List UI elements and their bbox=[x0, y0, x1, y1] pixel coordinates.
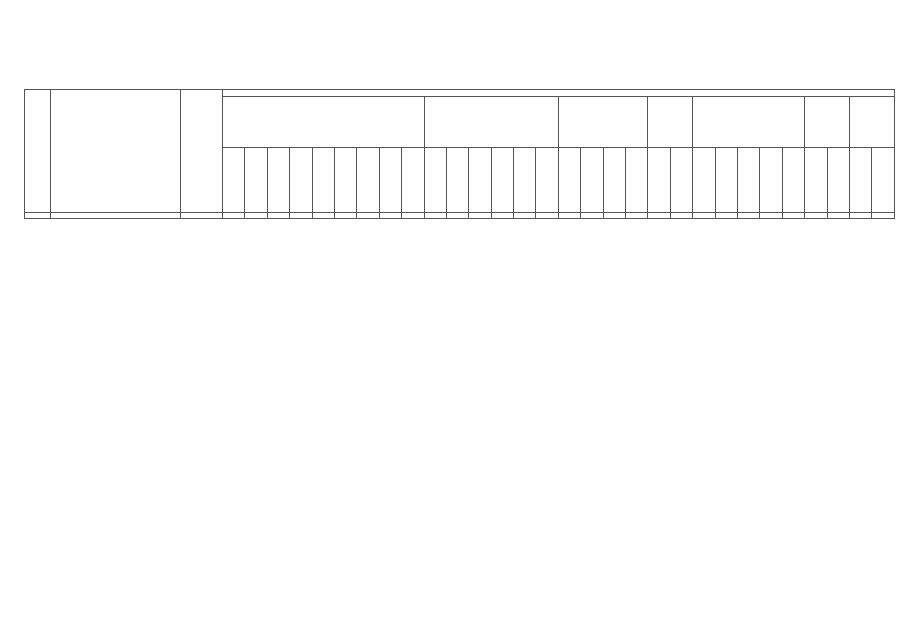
header-subcolumn-20 bbox=[670, 148, 692, 213]
column-number-cell bbox=[469, 213, 491, 219]
header-subcolumn-26 bbox=[805, 148, 827, 213]
header-subcolumn-0 bbox=[223, 148, 245, 213]
column-number-cell bbox=[603, 213, 625, 219]
column-number-cell bbox=[782, 213, 804, 219]
column-number-cell bbox=[805, 213, 827, 219]
header-subcolumn-4 bbox=[312, 148, 334, 213]
column-number-cell bbox=[558, 213, 580, 219]
header-subcolumn-3 bbox=[290, 148, 312, 213]
header-subcolumn-5 bbox=[334, 148, 356, 213]
header-group-5 bbox=[805, 97, 850, 148]
column-number-cell bbox=[514, 213, 536, 219]
header-subcolumn-2 bbox=[267, 148, 289, 213]
column-number-cell bbox=[379, 213, 401, 219]
column-number-cell bbox=[334, 213, 356, 219]
column-number-cell bbox=[267, 213, 289, 219]
header-project-name bbox=[51, 90, 181, 213]
header-subcolumn-27 bbox=[827, 148, 849, 213]
header-subcolumn-16 bbox=[581, 148, 603, 213]
header-subcolumn-23 bbox=[737, 148, 759, 213]
column-number-cell bbox=[51, 213, 181, 219]
column-number-cell bbox=[223, 213, 245, 219]
header-subcolumn-11 bbox=[469, 148, 491, 213]
header-subcolumn-6 bbox=[357, 148, 379, 213]
header-group-1 bbox=[424, 97, 558, 148]
column-number-cell bbox=[536, 213, 558, 219]
header-subcolumn-24 bbox=[760, 148, 782, 213]
header-subcolumn-1 bbox=[245, 148, 267, 213]
header-subcolumn-12 bbox=[491, 148, 513, 213]
header-group-4 bbox=[693, 97, 805, 148]
header-subcolumn-25 bbox=[782, 148, 804, 213]
column-number-cell bbox=[827, 213, 849, 219]
column-number-cell bbox=[849, 213, 871, 219]
header-group-2 bbox=[558, 97, 648, 148]
column-number-cell bbox=[402, 213, 424, 219]
header-project-code bbox=[181, 90, 223, 213]
column-number-cell bbox=[245, 213, 267, 219]
column-number-cell bbox=[760, 213, 782, 219]
header-group-number bbox=[25, 90, 51, 213]
header-subcolumn-10 bbox=[446, 148, 468, 213]
header-subcolumn-13 bbox=[514, 148, 536, 213]
header-subcolumn-18 bbox=[626, 148, 648, 213]
header-subcolumn-28 bbox=[849, 148, 871, 213]
header-group-0 bbox=[223, 97, 425, 148]
column-number-cell bbox=[693, 213, 715, 219]
header-subcolumn-9 bbox=[424, 148, 446, 213]
column-number-row bbox=[25, 213, 895, 219]
column-number-cell bbox=[25, 213, 51, 219]
column-number-cell bbox=[181, 213, 223, 219]
column-number-cell bbox=[581, 213, 603, 219]
header-subcolumn-8 bbox=[402, 148, 424, 213]
header-subcolumn-19 bbox=[648, 148, 670, 213]
header-subcolumn-17 bbox=[603, 148, 625, 213]
header-group-3 bbox=[648, 97, 693, 148]
column-number-cell bbox=[626, 213, 648, 219]
column-number-cell bbox=[715, 213, 737, 219]
header-subcolumn-7 bbox=[379, 148, 401, 213]
header-group-6 bbox=[849, 97, 894, 148]
header-subcolumn-29 bbox=[872, 148, 894, 213]
header-top-band bbox=[223, 90, 895, 97]
column-number-cell bbox=[424, 213, 446, 219]
column-number-cell bbox=[357, 213, 379, 219]
column-number-cell bbox=[312, 213, 334, 219]
header-band-row bbox=[25, 90, 895, 97]
column-number-cell bbox=[446, 213, 468, 219]
column-number-cell bbox=[491, 213, 513, 219]
column-number-cell bbox=[648, 213, 670, 219]
header-subcolumn-22 bbox=[715, 148, 737, 213]
header-subcolumn-15 bbox=[558, 148, 580, 213]
investment-program-table bbox=[24, 89, 895, 219]
column-number-cell bbox=[670, 213, 692, 219]
column-number-cell bbox=[737, 213, 759, 219]
header-subcolumn-21 bbox=[693, 148, 715, 213]
header-subcolumn-14 bbox=[536, 148, 558, 213]
column-number-cell bbox=[290, 213, 312, 219]
column-number-cell bbox=[872, 213, 894, 219]
